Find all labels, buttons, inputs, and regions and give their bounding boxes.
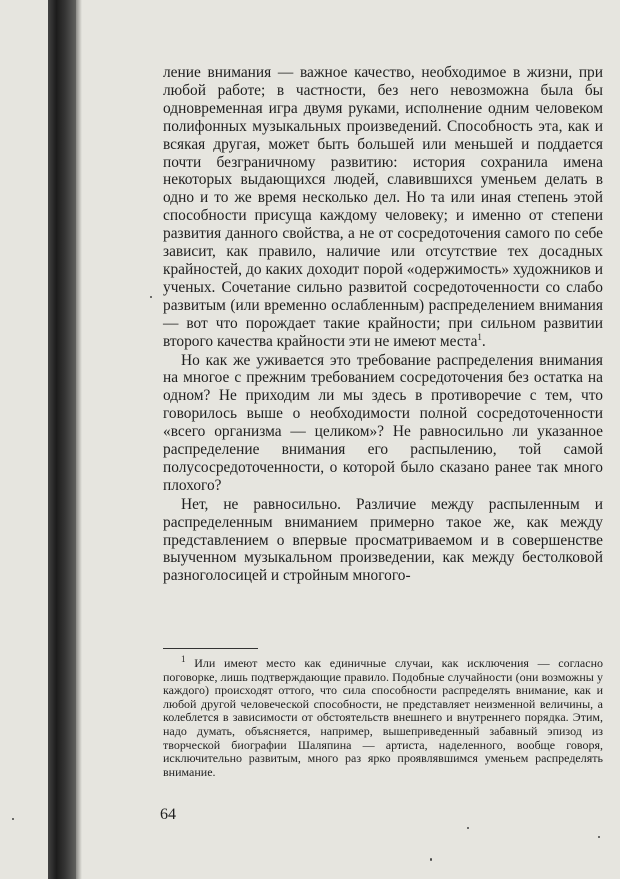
- page-body: [163, 64, 603, 585]
- print-speck: [467, 827, 469, 829]
- print-speck: [430, 858, 432, 861]
- paragraph-1-text: ление внимания — важное качество, необходимое в жизни, при любой работе; в частности, без него невозможна была бы одновременная игра двумя руками, исполнение одним человеком полифонных музыкальных произведений. Способность эта, как и всякая другая, может быть большей или меньшей и поддается почти безграничному развитию: история сохранила имена некоторых выдающихся людей, славившихся уменьем делать в одно и то же время несколько дел. Но та или иная степень этой способности присуща каждому человеку; и именно от степени развития данного свойства, а не от сосредоточения самого по себе зависит, как правило, наличие или отсутствие тех досадных крайностей, до каких доходит порой «одержимость» художников и ученых. Сочетание сильно развитой сосредоточенности со слабо развитым (или временно ослабленным) распределением внимания — вот что порождает такие крайности; при сильном развитии второго качества крайности эти не имеют места: [163, 64, 603, 350]
- print-speck: [12, 818, 14, 820]
- page-number: 64: [160, 806, 176, 823]
- footnote-reference[interactable]: 1: [477, 331, 482, 342]
- binding-edge: [76, 0, 82, 879]
- body-paragraph-3: Нет, не равносильно. Различие между распыленным и распределенным вниманием примерно такое же, как между представлением о впервые просматриваемом и в совершенстве выученном музыкальном произведении, как между бестолковой разноголосицей и стройным многого-: [163, 495, 603, 585]
- footnote: [163, 654, 603, 779]
- footnote-text: Или имеют место как единичные случаи, как исключения — согласно поговорке, лишь подтверждающие правило. Подобные случайности (они возможны у каждого) происходят оттого, что сила способности распределять внимание, как и любой другой человеческой способности, не представляет неизменной величины, а колеблется в зависимости от обстоятельств внешнего и внутреннего порядка. Этим, надо думать, объясняется, например, вышеприведенный забавный эпизод из творческой биографии Шаляпина — артиста, наделенного, вообще говоря, исключительно развитым, много раз ярко проявлявшимся уменьем распределять внимание.: [163, 656, 603, 779]
- footnote-divider: [163, 648, 258, 649]
- footnote-marker: 1: [181, 654, 186, 664]
- body-paragraph-2: Но как же уживается это требование распределения внимания на многое с прежним требованием сосредоточения без остатка на одном? Не приходим ли мы здесь в противоречие с тем, что говорилось выше о необходимости полной сосредоточенности «всего организма — целиком»? Не равносильно ли указанное распределение внимания его распылению, той самой полусосредоточенности, о которой было сказано ранее так много плохого?: [163, 351, 603, 494]
- body-paragraph-1: ление внимания — важное качество, необходимое в жизни, при любой работе; в частности, без него невозможна была бы одновременная игра двумя руками, исполнение одним человеком полифонных музыкальных произведений. Способность эта, как и всякая другая, может быть большей или меньшей и поддается почти безграничному развитию: история сохранила имена некоторых выдающихся людей, славившихся уменьем делать в одно и то же время несколько дел. Но та или иная степень этой способности присуща каждому человеку; и именно от степени развития данного свойства, а не от сосредоточения самого по себе зависит, как правило, наличие или отсутствие тех досадных крайностей, до каких доходит порой «одержимость» художников и ученых. Сочетание сильно развитой сосредоточенности со слабо развитым (или временно ослабленным) распределением внимания — вот что порождает такие крайности; при сильном развитии второго качества крайности эти не имеют места$^1$.: [163, 64, 603, 350]
- print-speck: [150, 296, 152, 298]
- book-binding-shadow: [48, 0, 76, 879]
- print-speck: [598, 836, 600, 838]
